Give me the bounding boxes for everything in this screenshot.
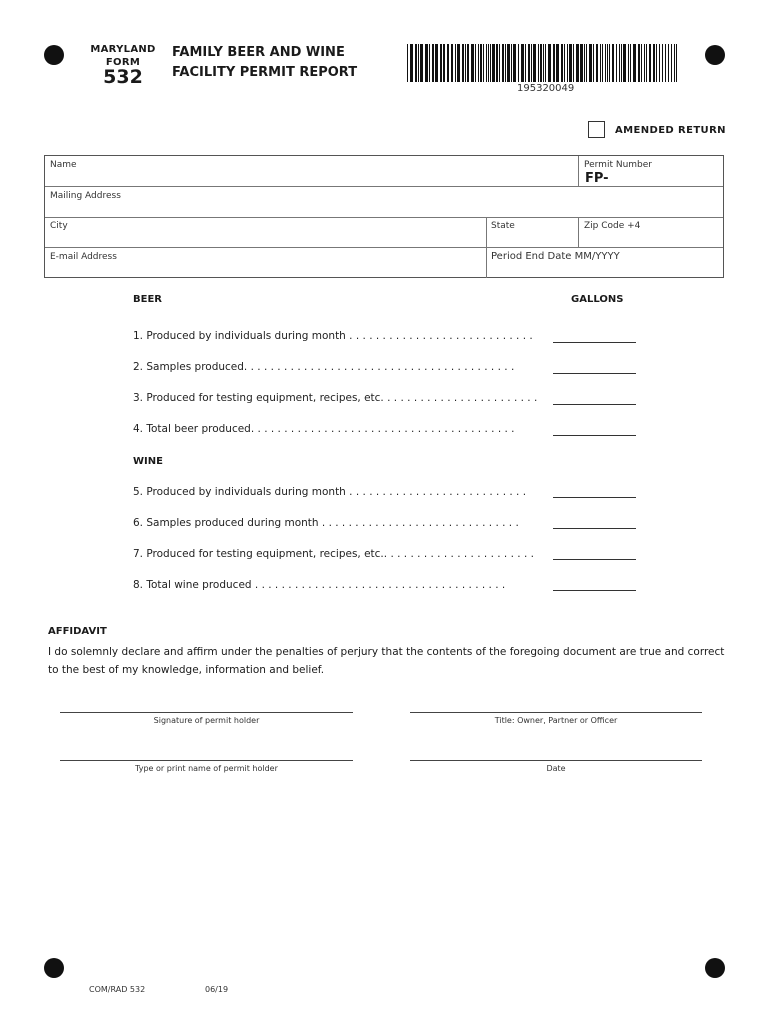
registration-mark-top-right bbox=[705, 45, 725, 65]
affidavit-heading: AFFIDAVIT bbox=[48, 626, 107, 637]
row-divider bbox=[45, 247, 723, 248]
barcode-bar bbox=[656, 44, 657, 82]
barcode-bar bbox=[462, 44, 464, 82]
state-name: MARYLAND bbox=[90, 44, 156, 55]
period-end-date-field[interactable]: Period End Date MM/YYYY bbox=[491, 251, 620, 262]
barcode-bar bbox=[538, 44, 539, 82]
barcode-bar bbox=[471, 44, 474, 82]
wine-line-6-gallons-input[interactable] bbox=[553, 528, 636, 529]
barcode-bar bbox=[486, 44, 487, 82]
beer-line-3: 3. Produced for testing equipment, recipes, etc. . . . . . . . . . . . . . . . . . . . . . . . bbox=[133, 392, 538, 404]
amended-return-checkbox[interactable] bbox=[588, 121, 605, 138]
barcode-bar bbox=[621, 44, 622, 82]
barcode-bar bbox=[420, 44, 423, 82]
wine-line-7-gallons-input[interactable] bbox=[553, 559, 636, 560]
amended-return-label: AMENDED RETURN bbox=[615, 125, 726, 136]
registration-mark-bottom-right bbox=[705, 958, 725, 978]
barcode-bar bbox=[478, 44, 479, 82]
beer-line-4-gallons-input[interactable] bbox=[553, 435, 636, 436]
wine-heading: WINE bbox=[133, 456, 163, 467]
barcode-bar bbox=[580, 44, 583, 82]
barcode-bar bbox=[609, 44, 610, 82]
state-field[interactable]: State bbox=[491, 221, 515, 231]
wine-line-5-gallons-input[interactable] bbox=[553, 497, 636, 498]
barcode-bar bbox=[502, 44, 504, 82]
barcode-bar bbox=[415, 44, 417, 82]
form-code: COM/RAD 532 bbox=[89, 985, 146, 994]
wine-line-5: 5. Produced by individuals during month . . . . . . . . . . . . . . . . . . . . . . . . . . . bbox=[133, 486, 527, 498]
barcode-bar bbox=[641, 44, 642, 82]
affidavit-text: I do solemnly declare and affirm under the penalties of perjury that the contents of the foregoing document are true and correct to the best of my knowledge, information and belief. bbox=[48, 646, 725, 676]
barcode-bar bbox=[488, 44, 489, 82]
barcode-bar bbox=[602, 44, 603, 82]
barcode-bar bbox=[548, 44, 551, 82]
revision-date: 06/19 bbox=[205, 985, 229, 994]
title-line-2: FACILITY PERMIT REPORT bbox=[172, 65, 358, 80]
barcode-bar bbox=[623, 44, 626, 82]
barcode-bar bbox=[596, 44, 598, 82]
barcode-bar bbox=[564, 44, 565, 82]
wine-line-6: 6. Samples produced during month . . . . . . . . . . . . . . . . . . . . . . . . . . . . . . bbox=[133, 517, 519, 529]
barcode-bar bbox=[513, 44, 516, 82]
barcode-bar bbox=[490, 44, 491, 82]
col-divider bbox=[486, 247, 487, 278]
barcode-bar bbox=[447, 44, 449, 82]
name-field[interactable]: Name bbox=[50, 160, 77, 170]
col-divider bbox=[486, 217, 487, 247]
barcode-bar bbox=[616, 44, 617, 82]
beer-line-1: 1. Produced by individuals during month . . . . . . . . . . . . . . . . . . . . . . . . . . . . bbox=[133, 330, 533, 342]
beer-line-1-gallons-input[interactable] bbox=[553, 342, 636, 343]
barcode-bar bbox=[628, 44, 629, 82]
barcode-bar bbox=[467, 44, 469, 82]
zip-code-field[interactable]: Zip Code +4 bbox=[584, 221, 641, 231]
barcode bbox=[407, 44, 681, 82]
barcode-bar bbox=[612, 44, 614, 82]
barcode-bar bbox=[676, 44, 677, 82]
barcode-bar bbox=[638, 44, 640, 82]
barcode-bar bbox=[496, 44, 498, 82]
form-number: 532 bbox=[103, 66, 143, 88]
barcode-bar bbox=[569, 44, 572, 82]
permit-number-field[interactable]: FP- bbox=[585, 171, 609, 186]
barcode-bar bbox=[567, 44, 568, 82]
row-divider bbox=[45, 186, 723, 187]
barcode-bar bbox=[653, 44, 655, 82]
barcode-bar bbox=[671, 44, 672, 82]
barcode-bar bbox=[576, 44, 579, 82]
wine-line-8-gallons-input[interactable] bbox=[553, 590, 636, 591]
barcode-bar bbox=[511, 44, 512, 82]
barcode-bar bbox=[451, 44, 453, 82]
barcode-bar bbox=[545, 44, 546, 82]
barcode-bar bbox=[507, 44, 510, 82]
barcode-bar bbox=[518, 44, 519, 82]
beer-line-2-gallons-input[interactable] bbox=[553, 373, 636, 374]
form-title bbox=[172, 43, 357, 83]
barcode-bar bbox=[429, 44, 430, 82]
barcode-bar bbox=[499, 44, 500, 82]
barcode-bar bbox=[407, 44, 408, 82]
barcode-bar bbox=[593, 44, 594, 82]
title-line[interactable] bbox=[410, 712, 702, 713]
barcode-bar bbox=[674, 44, 675, 82]
barcode-bar bbox=[584, 44, 585, 82]
barcode-bar bbox=[465, 44, 466, 82]
barcode-number: 195320049 bbox=[517, 83, 575, 94]
barcode-bar bbox=[418, 44, 419, 82]
city-field[interactable]: City bbox=[50, 221, 68, 231]
title-line-1: FAMILY BEER AND WINE bbox=[172, 45, 345, 60]
beer-line-4: 4. Total beer produced. . . . . . . . . . . . . . . . . . . . . . . . . . . . . . . . . . . . . . . . bbox=[133, 423, 515, 435]
barcode-bar bbox=[644, 44, 645, 82]
barcode-bar bbox=[483, 44, 484, 82]
form-word: FORM bbox=[105, 57, 141, 68]
beer-heading: BEER bbox=[133, 294, 162, 305]
signature-label: Signature of permit holder bbox=[153, 716, 260, 725]
print-name-line[interactable] bbox=[60, 760, 353, 761]
barcode-bar bbox=[586, 44, 587, 82]
title-label: Title: Owner, Partner or Officer bbox=[494, 716, 618, 725]
barcode-bar bbox=[521, 44, 524, 82]
barcode-bar bbox=[561, 44, 563, 82]
wine-line-8: 8. Total wine produced . . . . . . . . . . . . . . . . . . . . . . . . . . . . . . . . . . . . . . bbox=[133, 579, 506, 591]
col-divider bbox=[578, 156, 579, 186]
barcode-bar bbox=[659, 44, 660, 82]
barcode-bar bbox=[443, 44, 445, 82]
barcode-bar bbox=[531, 44, 532, 82]
barcode-bar bbox=[589, 44, 592, 82]
email-field[interactable]: E-mail Address bbox=[50, 252, 117, 262]
barcode-bar bbox=[556, 44, 559, 82]
barcode-bar bbox=[662, 44, 663, 82]
barcode-bar bbox=[619, 44, 620, 82]
barcode-bar bbox=[505, 44, 506, 82]
barcode-bar bbox=[432, 44, 434, 82]
col-divider bbox=[578, 217, 579, 247]
barcode-bar bbox=[475, 44, 476, 82]
registration-mark-bottom-left bbox=[44, 958, 64, 978]
barcode-bar bbox=[646, 44, 647, 82]
barcode-bar bbox=[573, 44, 574, 82]
row-divider bbox=[45, 217, 723, 218]
barcode-bar bbox=[600, 44, 601, 82]
barcode-bar bbox=[525, 44, 526, 82]
barcode-bar bbox=[492, 44, 495, 82]
beer-line-3-gallons-input[interactable] bbox=[553, 404, 636, 405]
wine-line-7: 7. Produced for testing equipment, recipes, etc.. . . . . . . . . . . . . . . . . . . . . . . bbox=[133, 548, 534, 560]
barcode-bar bbox=[528, 44, 530, 82]
gallons-heading: GALLONS bbox=[571, 294, 624, 305]
barcode-bar bbox=[630, 44, 631, 82]
barcode-bar bbox=[633, 44, 636, 82]
barcode-bar bbox=[480, 44, 482, 82]
barcode-bar bbox=[553, 44, 555, 82]
barcode-bar bbox=[440, 44, 442, 82]
barcode-bar bbox=[455, 44, 456, 82]
barcode-bar bbox=[605, 44, 606, 82]
barcode-bar bbox=[607, 44, 608, 82]
barcode-bar bbox=[543, 44, 544, 82]
date-line[interactable] bbox=[410, 760, 702, 761]
barcode-bar bbox=[457, 44, 460, 82]
mailing-address-field[interactable]: Mailing Address bbox=[50, 191, 121, 201]
barcode-bar bbox=[410, 44, 413, 82]
beer-line-2: 2. Samples produced. . . . . . . . . . . . . . . . . . . . . . . . . . . . . . . . . . . . . . . . . bbox=[133, 361, 515, 373]
barcode-bar bbox=[668, 44, 669, 82]
date-label: Date bbox=[546, 764, 566, 773]
barcode-bar bbox=[435, 44, 438, 82]
barcode-bar bbox=[533, 44, 536, 82]
taxpayer-info-box bbox=[44, 155, 724, 278]
barcode-bar bbox=[425, 44, 428, 82]
print-name-label: Type or print name of permit holder bbox=[135, 764, 278, 773]
barcode-bar bbox=[540, 44, 542, 82]
signature-line[interactable] bbox=[60, 712, 353, 713]
registration-mark-top-left bbox=[44, 45, 64, 65]
barcode-bar bbox=[665, 44, 666, 82]
permit-number-label: Permit Number bbox=[584, 160, 652, 170]
barcode-bar bbox=[649, 44, 651, 82]
